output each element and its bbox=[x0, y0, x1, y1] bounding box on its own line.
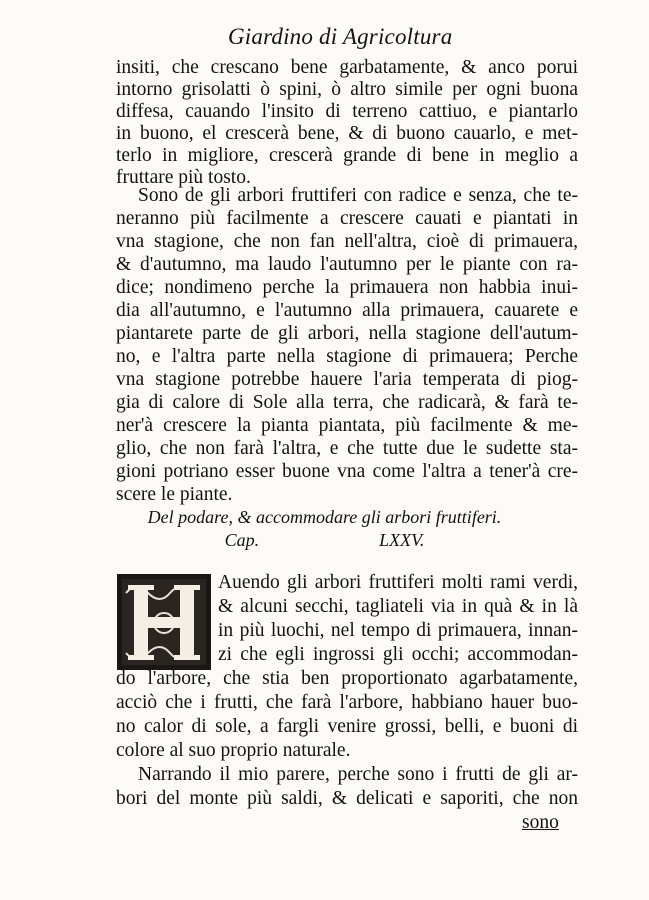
text-line: zi che egli ingrossi gli occhi; accommodan- bbox=[218, 644, 578, 665]
text-line: bori del monte più saldi, & delicati e saporiti, che non bbox=[116, 788, 578, 809]
text-line: Sono de gli arbori fruttiferi con radice e senza, che te- bbox=[138, 185, 578, 206]
text-line: fruttare più tosto. bbox=[116, 167, 251, 188]
running-header: Giardino di Agricoltura bbox=[228, 24, 453, 49]
text-line: in più luochi, nel tempo di primauera, innan- bbox=[218, 620, 578, 641]
text-line: vna stagione potrebbe hauere l'aria temperata di piog- bbox=[116, 369, 578, 390]
text-line: no calor di sole, a fargli venire grossi, belli, e buoni di bbox=[116, 716, 578, 737]
text-line: & d'autumno, ma laudo l'autumno per le piante con ra- bbox=[116, 254, 578, 275]
text-line: intorno grisolatti ò spini, ò altro simile per ogni buona bbox=[116, 79, 578, 100]
text-line: colore al suo proprio naturale. bbox=[116, 740, 351, 761]
text-line: do l'arbore, che stia ben proportionato agarbatamente, bbox=[116, 668, 578, 689]
cap-label: Cap. bbox=[224, 530, 260, 550]
catchword: sono bbox=[522, 812, 559, 833]
text-line: scere le piante. bbox=[116, 484, 233, 505]
text-line: gioni potriano esser buone vna come l'altra a tener'à cre- bbox=[116, 461, 578, 482]
text-line: neranno più facilmente a crescere cauati e piantati in bbox=[116, 208, 578, 229]
text-line: insiti, che crescano bene garbatamente, & anco porui bbox=[116, 57, 578, 78]
text-line: terlo in migliore, crescerà grande di bene in meglio a bbox=[116, 145, 578, 166]
drop-cap-ornament-icon bbox=[116, 573, 212, 671]
text-line: & alcuni secchi, tagliateli via in quà & in là bbox=[218, 596, 578, 617]
drop-cap-woodcut bbox=[116, 573, 212, 663]
text-line: diffesa, cauando l'insito di terreno cattiuo, e piantarlo bbox=[116, 101, 578, 122]
chapter-number bbox=[0, 530, 649, 551]
text-line: piantarete parte de gli arbori, nella stagione dell'autum- bbox=[116, 323, 578, 344]
text-line: gia di calore di Sole alla terra, che radicarà, & farà te- bbox=[116, 392, 578, 413]
text-line: Narrando il mio parere, perche sono i frutti de gli ar- bbox=[138, 764, 578, 785]
text-line: Auendo gli arbori fruttiferi molti rami verdi, bbox=[218, 572, 578, 593]
text-line: in buono, el crescerà bene, & di buono cauarlo, e met- bbox=[116, 123, 578, 144]
text-line: dia all'autumno, e l'autumno alla primauera, cauarete e bbox=[116, 300, 578, 321]
text-line: dice; nondimeno perche la primauera non habbia inui- bbox=[116, 277, 578, 298]
text-line: no, e l'altra parte nella stagione di primauera; Perche bbox=[116, 346, 578, 367]
chapter-title: Del podare, & accommodare gli arbori fruttiferi. bbox=[147, 507, 502, 527]
cap-number: LXXV. bbox=[379, 530, 425, 550]
text-line: ner'à crescere la pianta piantata, più facilmente & me- bbox=[116, 415, 578, 436]
text-line: glio, che non farà l'altra, e che tutte due le sudette sta- bbox=[116, 438, 578, 459]
text-line: acciò che i frutti, che farà l'arbore, habbiano hauer buo- bbox=[116, 692, 578, 713]
text-line: vna stagione, che non fan nell'altra, cioè di primauera, bbox=[116, 231, 578, 252]
